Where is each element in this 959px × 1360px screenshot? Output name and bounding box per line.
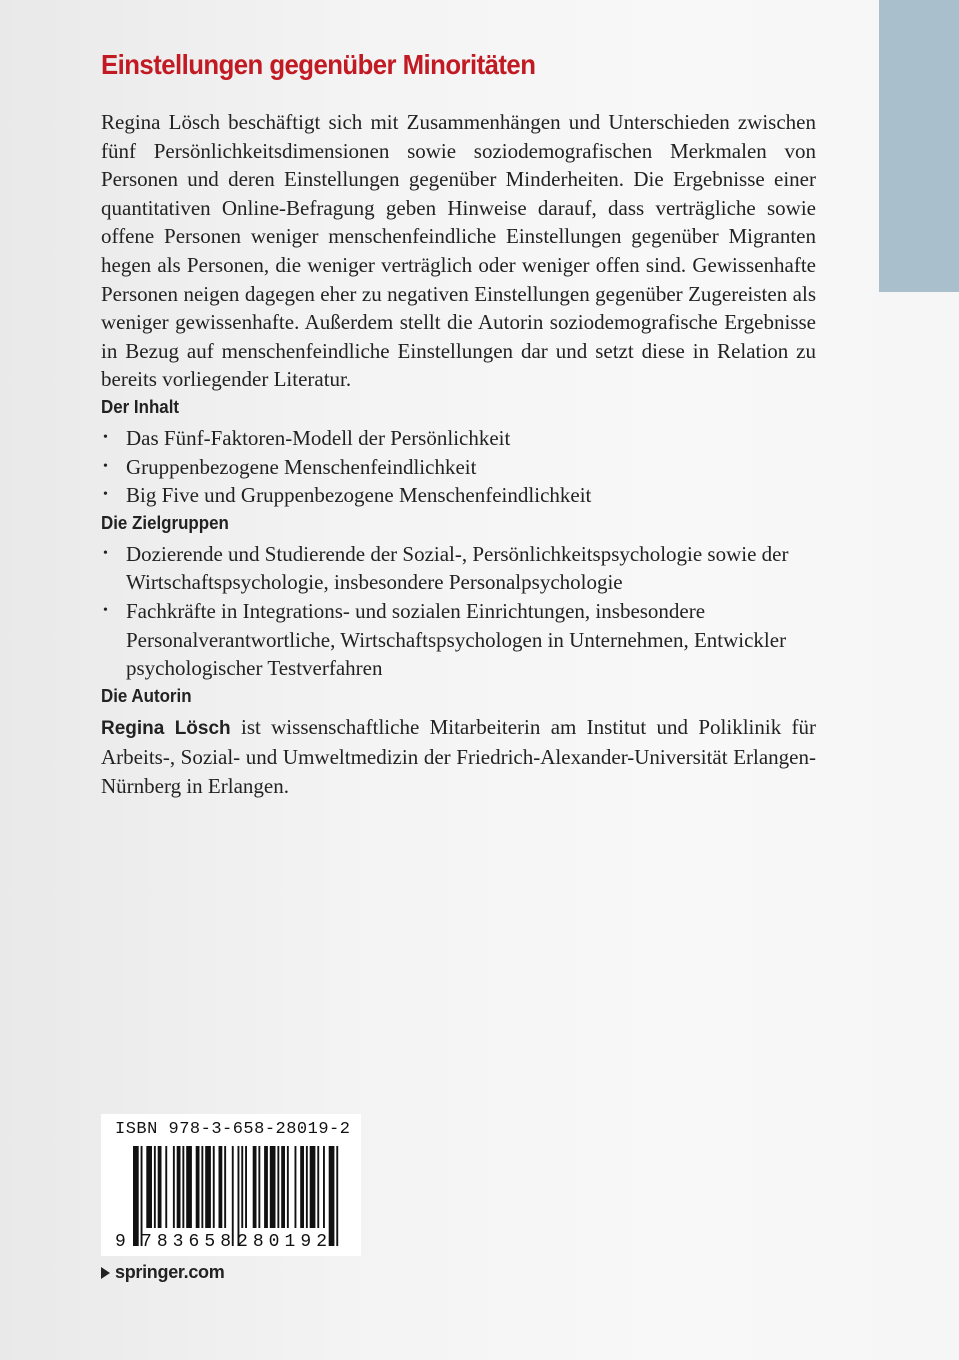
barcode-bar [213, 1146, 215, 1228]
publisher-link[interactable]: springer.com [101, 1262, 224, 1283]
barcode-bar [186, 1146, 192, 1228]
intro-text: Regina Lösch beschäftigt sich mit Zusammenhängen und Unterschieden zwischen fünf Persönlichkeitsdimensionen sowie soziodemografischen Merkmalen von Personen und deren Einstellungen gegenüber Minderheiten. Die Ergebnisse einer quantitativen Online-Befragung geben Hinweise darauf, dass verträgliche sowie offene Personen weniger menschenfeindliche Einstellungen gegenüber Migranten hegen als Personen, die weniger verträglich oder weniger offen sind. Gewissenhafte Personen neigen dagegen eher zu negativen Einstellungen gegenüber Zugereisten als weniger gewissenhafte. Außerdem stellt die Autorin soziodemografische Ergebnisse in Bezug auf menschenfeindliche Einstellungen dar und setzt diese in Relation zu bereits vorliegender Literatur. [101, 110, 816, 392]
list-item: • Das Fünf-Faktoren-Modell der Persönlichkeit [101, 424, 816, 453]
back-cover-content [101, 46, 816, 800]
barcode-bar [205, 1146, 211, 1228]
barcode-bar [224, 1146, 226, 1228]
barcode-bar [287, 1146, 289, 1228]
bullet-icon: • [103, 602, 108, 618]
list-item: • Big Five und Gruppenbezogene Menschenfeindlichkeit [101, 481, 816, 510]
cover-edge-strip [879, 0, 959, 292]
barcode-bar [270, 1146, 276, 1228]
book-title: Einstellungen gegenüber Minoritäten [101, 49, 536, 80]
bullet-icon: • [103, 458, 108, 474]
barcode-bar [165, 1146, 167, 1228]
ean-first-digit: 9 [115, 1232, 126, 1252]
barcode-bar [264, 1146, 268, 1228]
barcode-bar [219, 1146, 223, 1228]
list-item: • Fachkräfte in Integrations- und sozialen Einrichtungen, insbesondere Personalverantwortliche, Wirtschaftspsychologen in Unternehmen, Entwickler psychologischer Testverfahren [103, 598, 787, 681]
author-name: Regina Lösch [101, 717, 231, 739]
author-bio [101, 713, 816, 801]
barcode-bar [317, 1146, 319, 1228]
barcode-bar [323, 1146, 325, 1228]
inhalt-list [101, 424, 816, 510]
isbn-barcode [101, 1114, 361, 1256]
barcode-graphic [101, 1114, 361, 1256]
author-bio-text: ist wissenschaftliche Mitarbeiterin am Institut und Poliklinik für Arbeits-, Sozial- und Umweltmedizin der Friedrich-Alexander-Universität Erlangen-Nürnberg in Erlangen. [101, 714, 817, 798]
ean-left-digits: 783658 [141, 1232, 231, 1252]
barcode-bar [277, 1146, 279, 1228]
barcode-bar [336, 1146, 338, 1246]
zielgruppen-list [101, 540, 816, 683]
section-heading-zielgruppen: Die Zielgruppen [101, 512, 229, 533]
section-heading-inhalt: Der Inhalt [101, 396, 180, 417]
ean-right-digits: 280192 [237, 1232, 327, 1252]
barcode-bar [241, 1146, 243, 1228]
barcode-bar [154, 1146, 156, 1228]
barcode-bar [182, 1146, 184, 1228]
barcode-bar [158, 1146, 162, 1228]
barcode-bar [196, 1146, 200, 1228]
barcode-bar [146, 1146, 152, 1228]
barcode-bar [258, 1146, 260, 1228]
barcode-bar [177, 1146, 181, 1228]
bullet-icon: • [103, 545, 108, 561]
barcode-bar [310, 1146, 316, 1228]
arrow-right-icon [101, 1267, 110, 1279]
barcode-bar [245, 1146, 247, 1228]
barcode-bar [295, 1146, 297, 1228]
barcode-bar [133, 1146, 139, 1246]
barcode-bar [300, 1146, 304, 1228]
bullet-icon: • [103, 487, 108, 503]
barcode-bar [329, 1146, 335, 1246]
barcode-bar [306, 1146, 308, 1228]
barcode-bar [281, 1146, 285, 1228]
list-item: • Dozierende und Studierende der Sozial-, Persönlichkeitspsychologie sowie der Wirtschaftspsychologie, insbesondere Personalpsychologie [103, 541, 789, 595]
list-item: • Gruppenbezogene Menschenfeindlichkeit [101, 453, 816, 482]
barcode-bar [173, 1146, 175, 1228]
barcode-bar [201, 1146, 203, 1228]
barcode-bar [232, 1146, 234, 1246]
barcode-bar [141, 1146, 143, 1246]
barcode-bar [253, 1146, 257, 1228]
barcode-bar [238, 1146, 240, 1246]
section-heading-autorin: Die Autorin [101, 685, 192, 706]
bullet-icon: • [103, 429, 108, 445]
isbn-number: ISBN 978-3-658-28019-2 [115, 1120, 351, 1139]
